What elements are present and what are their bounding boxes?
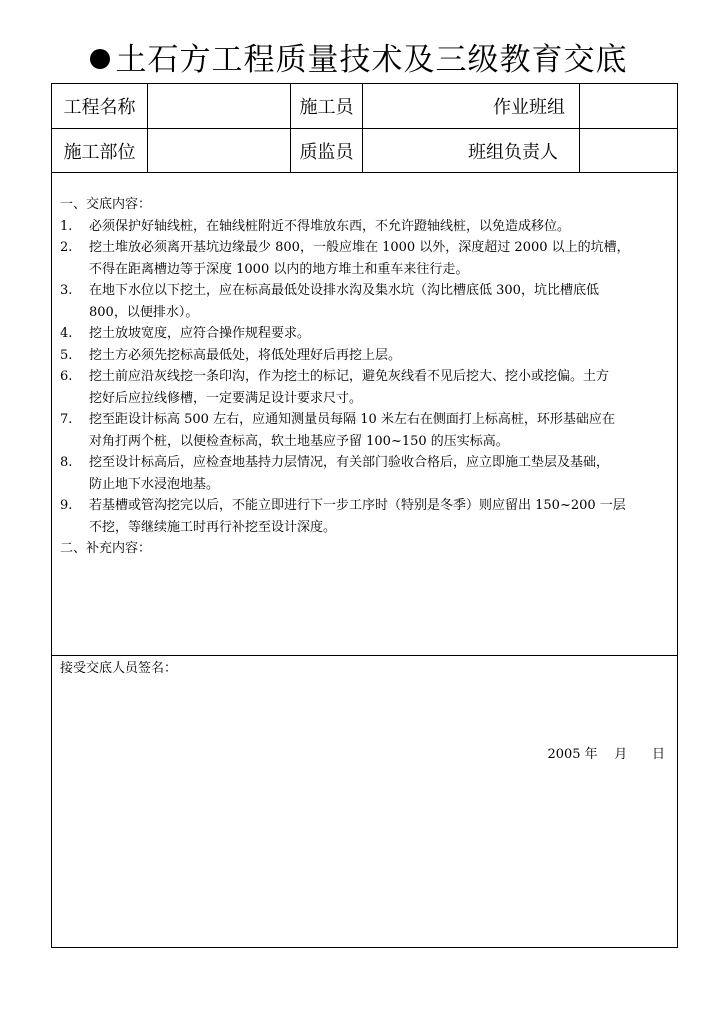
item-text-line: 对角打两个桩，以便检查标高，软土地基应予留 100~150 的压实标高。 <box>89 433 509 449</box>
section2-heading: 二、补充内容： <box>60 541 152 556</box>
disclosure-item <box>60 366 672 409</box>
disclosure-item <box>60 495 672 538</box>
disclosure-item <box>60 409 672 452</box>
item-text-line: 挖至设计标高后，应检查地基持力层情况，有关部门验收合格后，应立即施工垫层及基础， <box>89 455 610 470</box>
quality-label: 质监员 <box>299 141 354 163</box>
constructor-value[interactable] <box>363 84 579 128</box>
disclosure-items <box>60 216 672 539</box>
disclosure-item <box>60 323 672 345</box>
disclosure-item <box>60 216 672 238</box>
row-divider-2 <box>52 172 677 173</box>
quality-value[interactable] <box>363 129 579 172</box>
team-value[interactable] <box>580 84 678 128</box>
item-text-line: 挖土方必须先挖标高最低处，将低处理好后再挖上层。 <box>89 347 402 363</box>
item-text-line: 挖好后应拉线修槽，一定要满足设计要求尺寸。 <box>89 390 363 406</box>
disclosure-item <box>60 452 672 495</box>
page-title-text: 土石方工程质量技术及三级教育交底 <box>115 42 628 78</box>
location-value[interactable] <box>148 129 290 172</box>
section1-heading: 一、交底内容： <box>60 197 152 212</box>
item-text-line: 挖至距设计标高 500 左右，应通知测量员每隔 10 米左右在侧面打上标高桩，环形基础应在 <box>89 412 615 427</box>
item-text-line: 防止地下水浸泡地基。 <box>89 476 220 492</box>
item-number: 7. <box>60 412 73 427</box>
project-name-label: 工程名称 <box>63 97 136 118</box>
row-divider-3 <box>52 655 677 656</box>
constructor-label: 施工员 <box>299 97 354 118</box>
item-number: 5. <box>60 347 73 363</box>
item-number: 6. <box>60 369 73 384</box>
item-text-line: 挖土堆放必须离开基坑边缘最少 800，一般应堆在 1000 以外，深度超过 2000 以上的坑槽， <box>89 240 630 255</box>
item-text-line: 必须保护好轴线桩，在轴线桩附近不得堆放东西，不允许蹬轴线桩，以免造成移位。 <box>89 218 571 234</box>
disclosure-item <box>60 280 672 323</box>
item-text-line: 若基槽或管沟挖完以后，不能立即进行下一步工序时（特别是冬季）则应留出 150~200 一层 <box>89 498 626 513</box>
item-number: 4. <box>60 326 73 341</box>
item-text-line: 不挖，等继续施工时再行补挖至设计深度。 <box>89 519 337 535</box>
location-label: 施工部位 <box>63 141 136 163</box>
page-title <box>0 38 717 82</box>
item-number: 8. <box>60 455 73 470</box>
disclosure-content <box>60 194 672 560</box>
project-name-value[interactable] <box>148 84 290 128</box>
team-leader-value[interactable] <box>580 129 678 172</box>
bullet-dot-icon <box>90 49 110 69</box>
team-label: 作业班组 <box>493 97 565 118</box>
item-number: 9. <box>60 498 73 513</box>
disclosure-item <box>60 237 672 280</box>
item-number: 3. <box>60 283 73 298</box>
signature-label: 接受交底人员签名： <box>60 661 178 676</box>
item-text-line: 挖土放坡宽度，应符合操作规程要求。 <box>89 326 311 341</box>
item-number: 2. <box>60 240 73 255</box>
item-text-line: 挖土前应沿灰线挖一条印沟，作为挖土的标记，避免灰线看不见后挖大、挖小或挖偏。土方 <box>89 369 610 384</box>
item-text-line: 在地下水位以下挖土，应在标高最低处设排水沟及集水坑（沟比槽底低 300，坑比槽底低 <box>89 283 599 298</box>
signature-date: 2005 年 月 日 <box>547 747 665 762</box>
team-leader-label: 班组负责人 <box>468 141 558 163</box>
item-number: 1. <box>60 218 73 234</box>
disclosure-form <box>51 83 678 948</box>
disclosure-item <box>60 345 672 367</box>
item-text-line: 800，以便排水）。 <box>89 304 199 320</box>
item-text-line: 不得在距离槽边等于深度 1000 以内的地方堆土和重车来往行走。 <box>89 261 469 277</box>
